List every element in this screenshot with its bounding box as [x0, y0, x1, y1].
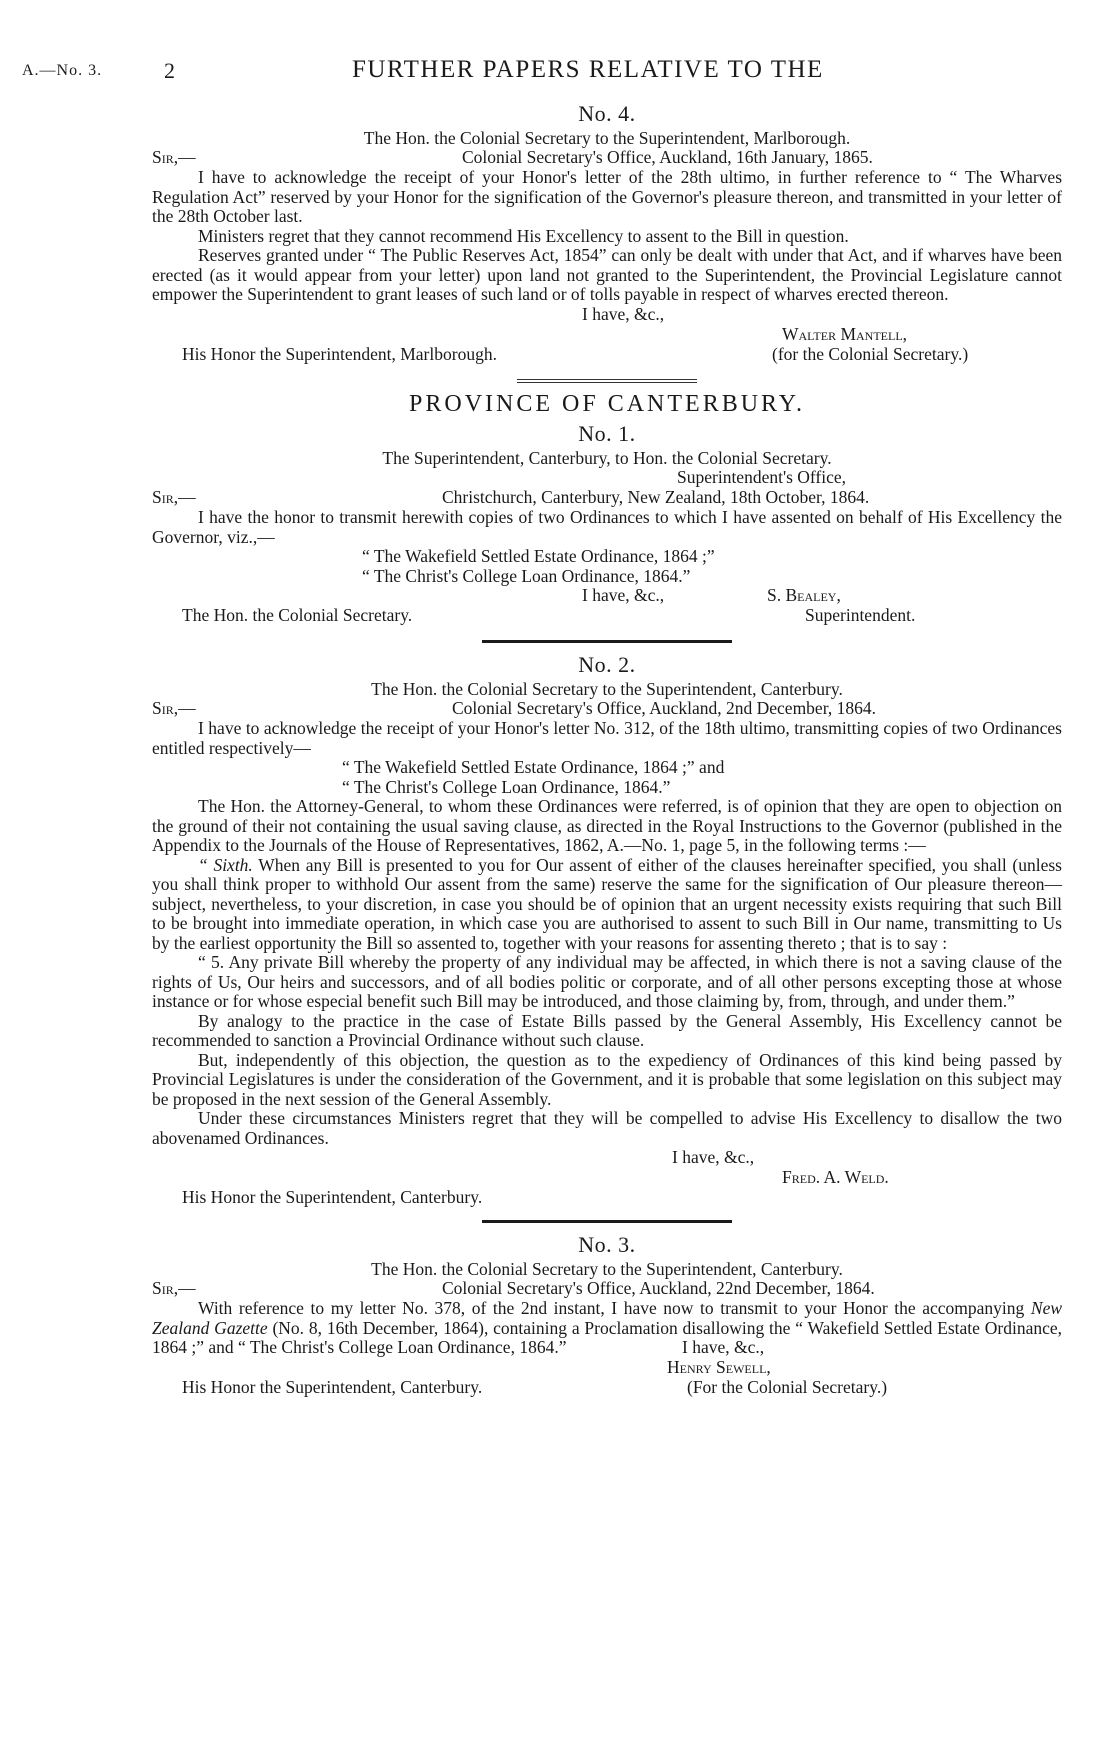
signature: S. Bealey,	[767, 585, 841, 605]
quoted-title: “ The Christ's College Loan Ordinance, 1864.”	[362, 565, 691, 586]
salutation-row	[152, 699, 1062, 719]
paragraph	[152, 856, 1062, 954]
letter-c3	[152, 1231, 1062, 1398]
letter-number: No. 1.	[578, 421, 636, 446]
salutation: Sir,—	[152, 698, 196, 718]
letter-route: The Hon. the Colonial Secretary to the Superintendent, Canterbury.	[371, 679, 843, 699]
addressee-row	[152, 1378, 1062, 1398]
signature-row	[152, 325, 1062, 345]
closing-phrase: I have, &c.,	[582, 303, 665, 324]
letter-route: The Superintendent, Canterbury, to Hon. the Colonial Secretary.	[382, 448, 832, 468]
office-row	[152, 468, 1062, 488]
office-line: Colonial Secretary's Office, Auckland, 22nd December, 1864.	[442, 1278, 875, 1298]
section-divider	[482, 640, 732, 643]
salutation: Sir,—	[152, 1278, 196, 1298]
salutation-row	[152, 1279, 1062, 1299]
closing-row	[152, 305, 1062, 325]
paragraph: But, independently of this objection, the question as to the expediency of Ordinances of this kind being passed by Provincial Legislatures is under the consideration of the Government, and it is probable that some legislation on this subject may be proposed in the next session of the General Assembly.	[152, 1049, 1062, 1109]
signature: Walter Mantell,	[782, 323, 908, 344]
signature: Henry Sewell,	[667, 1356, 771, 1377]
closing-row	[152, 1148, 1062, 1168]
running-title: FURTHER PAPERS RELATIVE TO THE	[352, 56, 824, 83]
closing-phrase: I have, &c.,	[682, 1336, 765, 1357]
signature-title: Superintendent.	[805, 605, 916, 625]
province-heading: PROVINCE OF CANTERBURY.	[409, 390, 805, 417]
letter-route: The Hon. the Colonial Secretary to the Superintendent, Marlborough.	[363, 128, 851, 148]
signature-capacity: (for the Colonial Secretary.)	[772, 343, 969, 364]
paragraph: The Hon. the Attorney-General, to whom these Ordinances were referred, is of opinion that they are open to objection on the ground of their not containing the usual saving clause, as directed in the Royal Instructions to the Governor (published in the Appendix to the Journals of the House of Representatives, 1862, A.—No. 1, page 5, in the following terms :—	[152, 796, 1062, 855]
closing-phrase: I have, &c.,	[672, 1147, 755, 1167]
quoted-title: “ The Wakefield Settled Estate Ordinance, 1864 ;”	[362, 546, 715, 566]
letter-route: The Hon. the Colonial Secretary to the Superintendent, Canterbury.	[371, 1259, 843, 1279]
paragraph: I have to acknowledge the receipt of your Honor's letter of the 28th ultimo, in further reference to “ The Wharves Regulation Act” reserved by your Honor for the signification of the Governor's pleasure thereon, and transmitted in your letter of the 28th October last.	[152, 167, 1062, 226]
quoted-title: “ The Wakefield Settled Estate Ordinance, 1864 ;” and	[342, 757, 725, 777]
paragraph: I have the honor to transmit herewith copies of two Ordinances to which I have assented on behalf of His Excellency the Governor, viz.,—	[152, 507, 1062, 547]
salutation: Sir,—	[152, 487, 196, 507]
letter-number: No. 3.	[578, 1232, 636, 1257]
section-divider	[517, 379, 697, 383]
letter-number: No. 4.	[578, 101, 636, 126]
office-line: Colonial Secretary's Office, Auckland, 16th January, 1865.	[462, 147, 873, 167]
addressee: The Hon. the Colonial Secretary.	[182, 605, 413, 625]
office-line: Superintendent's Office,	[677, 467, 847, 487]
paragraph: Under these circumstances Ministers regret that they will be compelled to advise His Excellency to disallow the two abovenamed Ordinances.	[152, 1108, 1062, 1148]
document-body	[152, 100, 1062, 1398]
paragraph: I have to acknowledge the receipt of your Honor's letter No. 312, of the 18th ultimo, transmitting copies of two Ordinances entitled respectively—	[152, 718, 1062, 758]
closing-row	[152, 586, 1062, 606]
paragraph: “ 5. Any private Bill whereby the property of any individual may be affected, in which there is not a saving clause of the rights of Us, Our heirs and successors, and of all bodies politic or corporate, and of all other persons excepting those at whose instance or for whose especial benefit such Bill may be introduced, and those claiming by, from, through, and under them.”	[152, 952, 1062, 1011]
addressee-row	[152, 606, 1062, 626]
addressee-row	[152, 1188, 1062, 1208]
quoted-title: “ The Christ's College Loan Ordinance, 1864.”	[342, 776, 671, 797]
closing-phrase: I have, &c.,	[582, 585, 665, 605]
signature-row	[152, 1168, 1062, 1188]
salutation-row	[152, 488, 1062, 508]
paragraph-text: (No. 8, 16th December, 1864), containing a Proclamation disallowing the “ Wakefield Settled Estate Ordinance, 1864 ;” and “ The Christ's College Loan Ordinance, 1864.”	[152, 1317, 1063, 1357]
paragraph: By analogy to the practice in the case of Estate Bills passed by the General Assembly, His Excellency cannot be recommended to sanction a Provincial Ordinance without such clause.	[152, 1010, 1062, 1050]
signature: Fred. A. Weld.	[782, 1167, 889, 1187]
letter-number: No. 2.	[578, 652, 636, 677]
gazette-title: New Zealand Gazette	[152, 1298, 1063, 1338]
office-line: Christchurch, Canterbury, New Zealand, 18th October, 1864.	[442, 487, 870, 507]
section-divider	[482, 1220, 732, 1223]
salutation-row	[152, 148, 1062, 168]
addressee: His Honor the Superintendent, Canterbury.	[182, 1376, 483, 1397]
closing-row	[152, 1338, 1062, 1358]
paragraph-text: With reference to my letter No. 378, of the 2nd instant, I have now to transmit to your Honor the accompanying	[198, 1298, 1025, 1318]
letter-c1	[152, 420, 1062, 626]
addressee: His Honor the Superintendent, Marlborough.	[182, 343, 497, 364]
signature-capacity: (For the Colonial Secretary.)	[687, 1376, 888, 1397]
addressee-row	[152, 345, 1062, 365]
salutation: Sir,—	[152, 147, 196, 167]
paragraph: Ministers regret that they cannot recommend His Excellency to assent to the Bill in question.	[198, 225, 849, 246]
page-number: 2	[164, 58, 175, 83]
addressee: His Honor the Superintendent, Canterbury.	[182, 1187, 483, 1207]
instruction-heading: “ Sixth.	[198, 854, 253, 875]
letter-c2	[152, 651, 1062, 1208]
paragraph: Reserves granted under “ The Public Reserves Act, 1854” can only be dealt with under that Act, and if wharves have been erected (as it would appear from your letter) upon land not granted to the Superintendent, the Provincial Legislature cannot empower the Superintendent to grant leases of such land or of tolls payable in respect of wharves erected thereon.	[152, 245, 1062, 304]
letter-no4	[152, 100, 1062, 365]
page-header	[22, 56, 1092, 92]
signature-row	[152, 1358, 1062, 1378]
instruction-text: When any Bill is presented to you for Our assent of either of the clauses hereinafter specified, you shall (unless you shall think proper to withhold Our assent from the same) reserve the same for the signification of Our pleasure thereon—subject, nevertheless, to your discretion, in case you should be of opinion that an urgent necessity exists requiring that such Bill to be brought into immediate operation, in which case you are authorised to assent to such Bill in Our name, transmitting to Us by the earliest opportunity the Bill so assented to, together with your reasons for assenting thereto ; that is to say :	[152, 854, 1062, 953]
office-line: Colonial Secretary's Office, Auckland, 2nd December, 1864.	[452, 698, 876, 718]
paper-reference: A.—No. 3.	[22, 62, 103, 79]
